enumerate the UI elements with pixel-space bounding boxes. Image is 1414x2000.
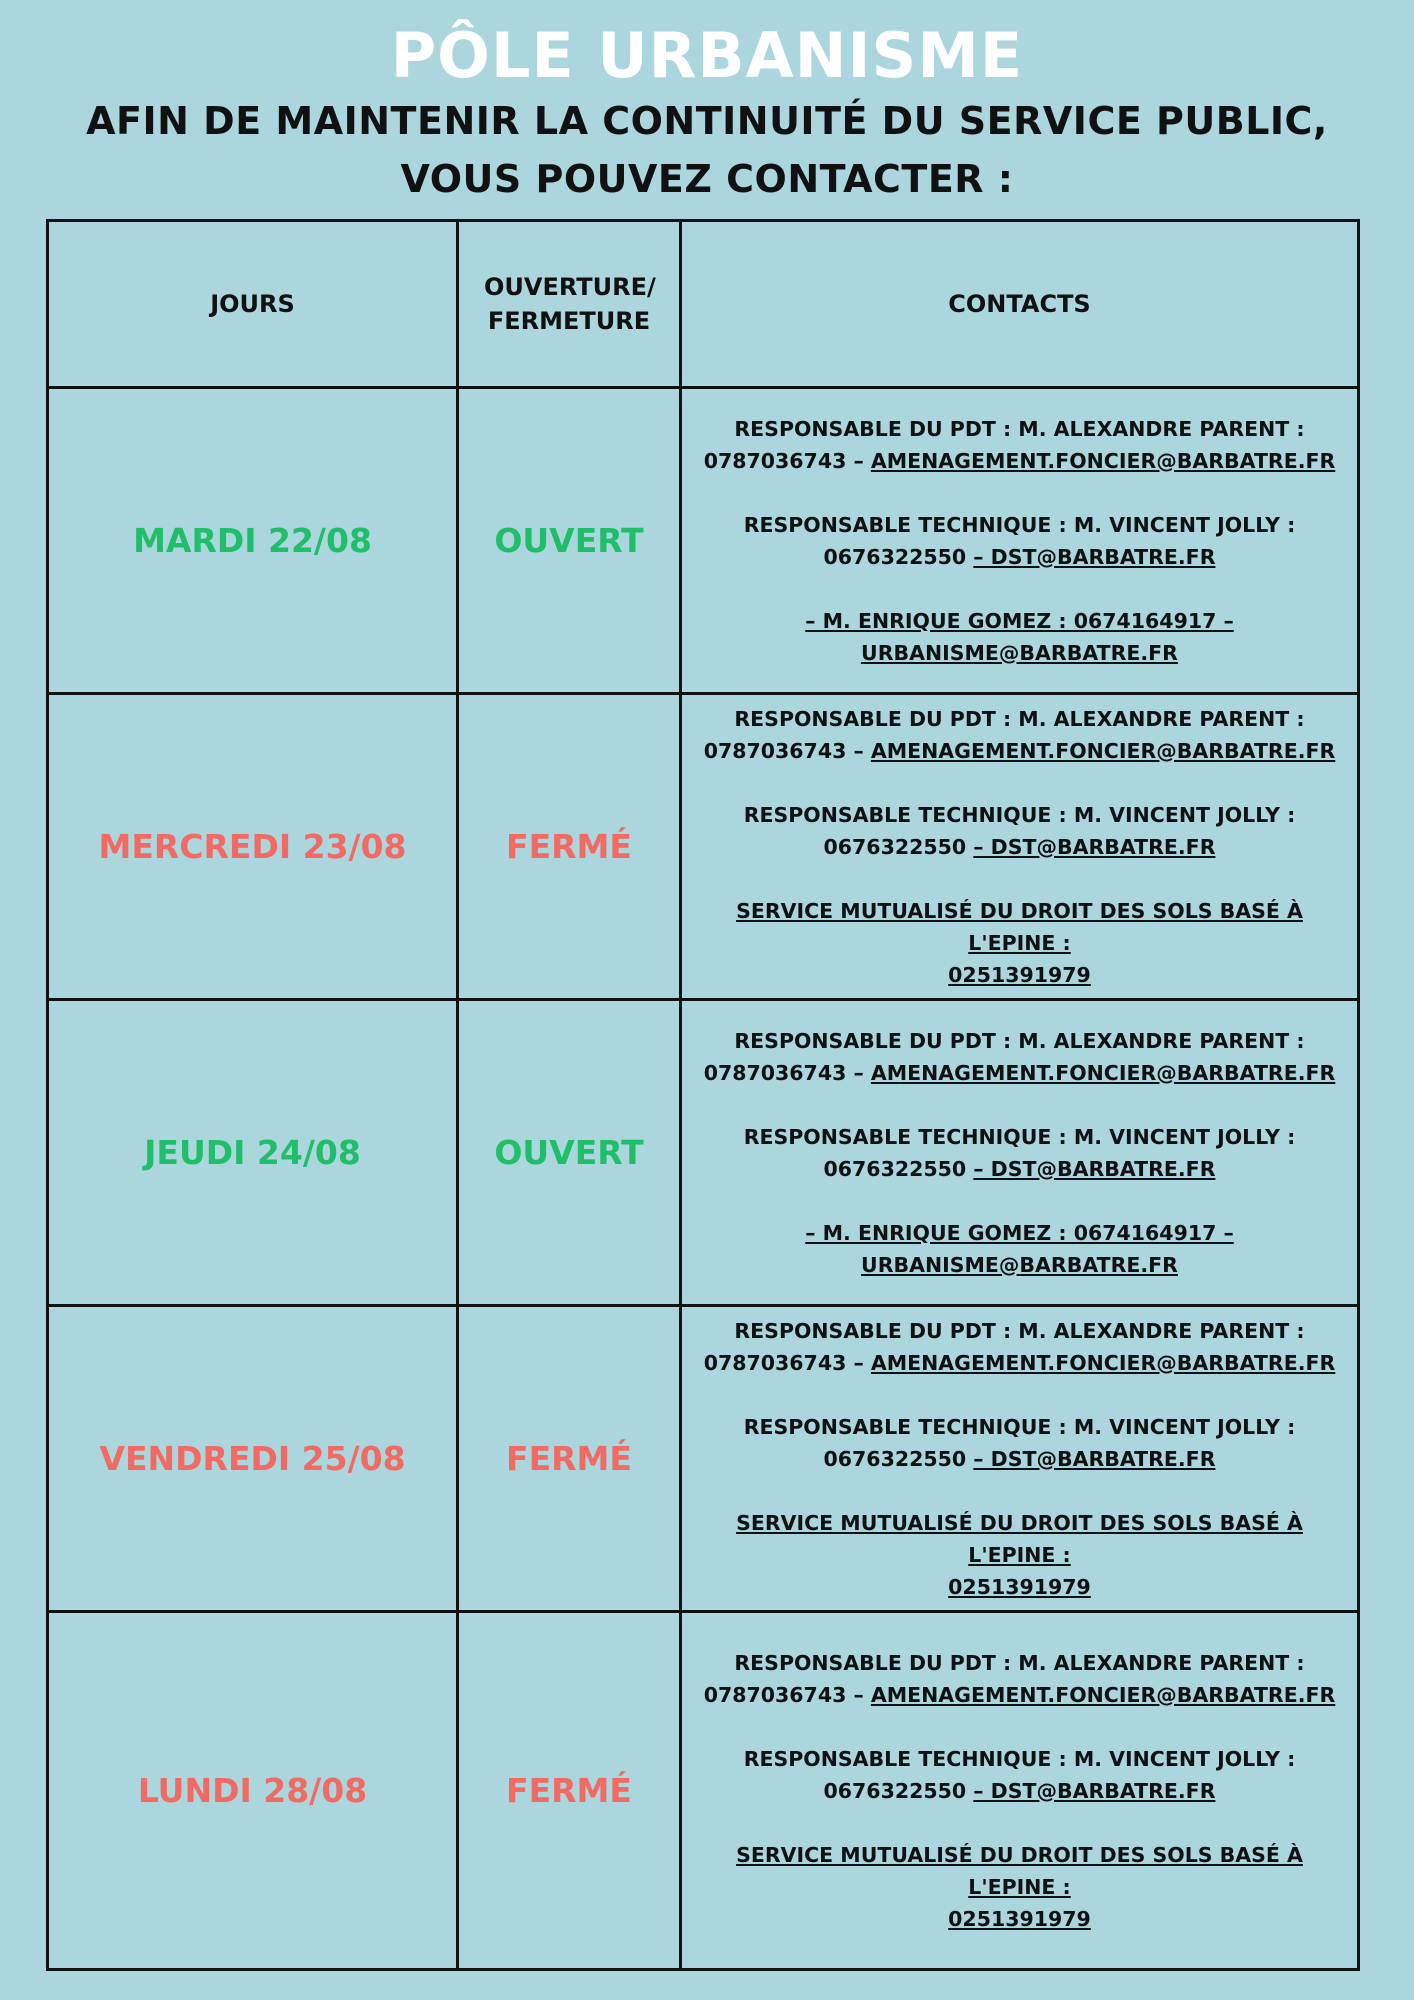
tech-email-link[interactable]: – DST@BARBATRE.FR xyxy=(973,1778,1216,1803)
third-contact-line2: 0251391979 xyxy=(948,1574,1091,1599)
table-row xyxy=(48,388,1359,694)
pdt-email-link[interactable]: AMENAGEMENT.FONCIER@BARBATRE.FR xyxy=(870,738,1336,763)
tech-contact xyxy=(690,1411,1349,1475)
third-contact[interactable] xyxy=(690,605,1349,669)
tech-email-link[interactable]: – DST@BARBATRE.FR xyxy=(973,1156,1216,1181)
tech-email-link[interactable]: – DST@BARBATRE.FR xyxy=(973,1446,1216,1471)
tech-contact xyxy=(690,509,1349,573)
status-cell: FERMÉ xyxy=(458,1612,681,1970)
pdt-contact xyxy=(690,1025,1349,1089)
pdt-contact xyxy=(690,1647,1349,1711)
third-contact-line1: – M. ENRIQUE GOMEZ : 0674164917 – xyxy=(805,608,1234,633)
contacts-cell xyxy=(681,1306,1359,1612)
pdt-label: RESPONSABLE DU PDT : M. ALEXANDRE PARENT : xyxy=(734,416,1305,441)
third-contact[interactable] xyxy=(690,895,1349,991)
pdt-contact xyxy=(690,413,1349,477)
table-row xyxy=(48,1612,1359,1970)
tech-label: RESPONSABLE TECHNIQUE : M. VINCENT JOLLY : xyxy=(743,512,1296,537)
third-contact-line2: URBANISME@BARBATRE.FR xyxy=(861,640,1178,665)
pdt-label: RESPONSABLE DU PDT : M. ALEXANDRE PARENT : xyxy=(734,1028,1305,1053)
third-contact-line1: SERVICE MUTUALISÉ DU DROIT DES SOLS BASÉ À L'EPINE : xyxy=(736,898,1303,955)
pdt-phone: 0787036743 – xyxy=(703,1350,871,1375)
pdt-label: RESPONSABLE DU PDT : M. ALEXANDRE PARENT : xyxy=(734,1650,1305,1675)
table-row xyxy=(48,694,1359,1000)
pdt-email-link[interactable]: AMENAGEMENT.FONCIER@BARBATRE.FR xyxy=(870,1350,1336,1375)
tech-label: RESPONSABLE TECHNIQUE : M. VINCENT JOLLY : xyxy=(743,1124,1296,1149)
pdt-email-link[interactable]: AMENAGEMENT.FONCIER@BARBATRE.FR xyxy=(870,1060,1336,1085)
status-cell: OUVERT xyxy=(458,388,681,694)
third-contact-line1: SERVICE MUTUALISÉ DU DROIT DES SOLS BASÉ À L'EPINE : xyxy=(736,1510,1303,1567)
tech-label: RESPONSABLE TECHNIQUE : M. VINCENT JOLLY : xyxy=(743,802,1296,827)
tech-phone: 0676322550 xyxy=(823,834,974,859)
contacts-cell xyxy=(681,1612,1359,1970)
third-contact-line1: – M. ENRIQUE GOMEZ : 0674164917 – xyxy=(805,1220,1234,1245)
status-cell: FERMÉ xyxy=(458,694,681,1000)
tech-phone: 0676322550 xyxy=(823,544,974,569)
third-contact-line2: 0251391979 xyxy=(948,962,1091,987)
third-contact-line2: URBANISME@BARBATRE.FR xyxy=(861,1252,1178,1277)
tech-phone: 0676322550 xyxy=(823,1778,974,1803)
table-header-row xyxy=(48,221,1359,388)
tech-contact xyxy=(690,1121,1349,1185)
day-cell: MARDI 22/08 xyxy=(48,388,458,694)
tech-label: RESPONSABLE TECHNIQUE : M. VINCENT JOLLY : xyxy=(743,1746,1296,1771)
day-cell: JEUDI 24/08 xyxy=(48,1000,458,1306)
pdt-label: RESPONSABLE DU PDT : M. ALEXANDRE PARENT : xyxy=(734,1318,1305,1343)
tech-label: RESPONSABLE TECHNIQUE : M. VINCENT JOLLY : xyxy=(743,1414,1296,1439)
tech-email-link[interactable]: – DST@BARBATRE.FR xyxy=(973,834,1216,859)
header-opening xyxy=(458,221,681,388)
tech-contact xyxy=(690,799,1349,863)
table-row xyxy=(48,1000,1359,1306)
pdt-contact xyxy=(690,1315,1349,1379)
header-days: JOURS xyxy=(48,221,458,388)
third-contact-line1: SERVICE MUTUALISÉ DU DROIT DES SOLS BASÉ À L'EPINE : xyxy=(736,1842,1303,1899)
day-cell: LUNDI 28/08 xyxy=(48,1612,458,1970)
contacts-cell xyxy=(681,1000,1359,1306)
pdt-phone: 0787036743 – xyxy=(703,448,871,473)
tech-email-link[interactable]: – DST@BARBATRE.FR xyxy=(973,544,1216,569)
third-contact[interactable] xyxy=(690,1839,1349,1935)
tech-phone: 0676322550 xyxy=(823,1156,974,1181)
tech-contact xyxy=(690,1743,1349,1807)
third-contact-line2: 0251391979 xyxy=(948,1906,1091,1931)
pdt-label: RESPONSABLE DU PDT : M. ALEXANDRE PARENT : xyxy=(734,706,1305,731)
tech-phone: 0676322550 xyxy=(823,1446,974,1471)
page-title: PÔLE URBANISME xyxy=(390,19,1024,92)
pdt-email-link[interactable]: AMENAGEMENT.FONCIER@BARBATRE.FR xyxy=(870,1682,1336,1707)
page-subtitle: AFIN DE MAINTENIR LA CONTINUITÉ DU SERVICE PUBLIC, VOUS POUVEZ CONTACTER : xyxy=(86,99,1328,201)
header-opening-label: OUVERTURE/ FERMETURE xyxy=(484,273,656,335)
header-contacts: CONTACTS xyxy=(681,221,1359,388)
status-cell: OUVERT xyxy=(458,1000,681,1306)
third-contact[interactable] xyxy=(690,1217,1349,1281)
day-cell: VENDREDI 25/08 xyxy=(48,1306,458,1612)
pdt-email-link[interactable]: AMENAGEMENT.FONCIER@BARBATRE.FR xyxy=(870,448,1336,473)
third-contact[interactable] xyxy=(690,1507,1349,1603)
pdt-phone: 0787036743 – xyxy=(703,1060,871,1085)
contacts-cell xyxy=(681,388,1359,694)
schedule-table xyxy=(46,219,1360,1971)
pdt-contact xyxy=(690,703,1349,767)
day-cell: MERCREDI 23/08 xyxy=(48,694,458,1000)
contacts-cell xyxy=(681,694,1359,1000)
pdt-phone: 0787036743 – xyxy=(703,738,871,763)
pdt-phone: 0787036743 – xyxy=(703,1682,871,1707)
status-cell: FERMÉ xyxy=(458,1306,681,1612)
table-row xyxy=(48,1306,1359,1612)
